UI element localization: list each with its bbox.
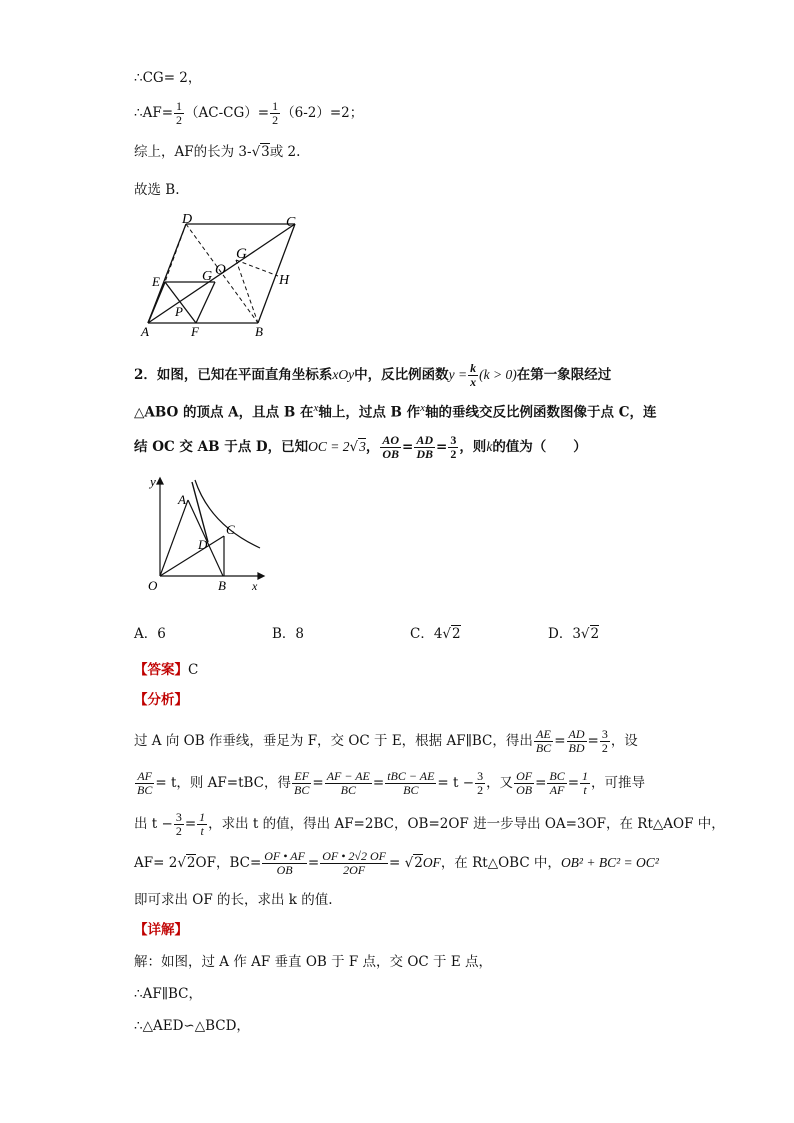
line-choice: 故选 B.	[134, 182, 180, 198]
fraction-half: $\frac{1}{2}$	[272, 99, 279, 127]
option-a: A．6	[134, 626, 166, 642]
label-a: A	[141, 324, 149, 339]
label-origin: O	[148, 578, 158, 593]
fraction-three-halves: $\frac{3}{2}$	[450, 433, 457, 461]
detail-tag: 【详解】	[134, 922, 188, 938]
label-b: B	[255, 324, 263, 339]
fraction-k-over-x: $\frac{k}{x}$	[470, 361, 477, 389]
analysis-tag: 【分析】	[134, 692, 188, 708]
label-b: B	[218, 578, 226, 593]
detail-d2: ∴AF∥BC，	[134, 986, 202, 1002]
q2-line2: △ABO 的顶点 A，且点 B 在$^x$轴上，过点 B 作$^x$轴的垂线交反比例函数图像于点 C，连	[134, 402, 657, 421]
answer-line	[134, 660, 198, 680]
label-p: P	[175, 304, 183, 319]
figure-coordinate-plane	[140, 470, 270, 595]
label-g-lower: G	[202, 269, 213, 284]
line-af-calc: ∴AF= $\frac{1}{2}$ （AC-CG）= $\frac{1}{2}$ （6-2）=2；	[134, 99, 364, 127]
analysis-p4: AF= 2√2OF，BC= $\frac{OF • AF}{OB}$ = $\frac{OF • 2√2 OF}{2OF}$ = √2OF，在 Rt△OBC 中，OB² + BC² = OC²	[134, 849, 659, 877]
fraction-half: $\frac{1}{2}$	[176, 99, 183, 127]
label-a: A	[178, 492, 186, 507]
label-c: C	[286, 215, 296, 230]
analysis-p3: 出 t − $\frac{3}{2}$ = $\frac{1}{t}$ ，求出 t 的值，得出 AF=2BC，OB=2OF 进一步导出 OA=3OF，在 Rt△AOF 中，	[134, 810, 725, 838]
analysis-p2: $\frac{AF}{BC}$ = t，则 AF=tBC，得 $\frac{EF}{BC}$ = $\frac{AF - AE}{BC}$ = $\frac{\text{tBC − AE}}{BC}$ = t − $\frac{3}{2}$ ，又 $\frac{OF}{OB}$ = $\frac{BC}{AF}$ = $\frac{1}{t}$ ，可推导	[137, 769, 646, 797]
option-b: B．8	[272, 626, 305, 642]
fraction-ad-db: $\frac{AD}{DB}$	[416, 433, 433, 461]
option-c: C．4√2	[410, 626, 461, 642]
axis-label-y: y	[150, 474, 156, 489]
answer-tag: 【答案】	[134, 662, 188, 678]
axis-label-x: x	[252, 579, 258, 593]
answer-value: C	[188, 662, 199, 678]
label-d: D	[182, 212, 193, 227]
label-c: C	[226, 522, 235, 537]
line-cg: ∴CG= 2，	[134, 70, 202, 86]
fraction-ao-ob: $\frac{AO}{OB}$	[382, 433, 400, 461]
analysis-p5: 即可求出 OF 的长，求出 k 的值.	[134, 892, 333, 908]
analysis-p1: 过 A 向 OB 作垂线，垂足为 F，交 OC 于 E，根据 AF∥BC，得出 $\frac{AE}{BC}$ = $\frac{AD}{BD}$ = $\frac{3}{2}$ ，设	[134, 727, 638, 755]
figure-parallelogram	[138, 212, 308, 344]
detail-d3: ∴△AED∽△BCD，	[134, 1018, 250, 1034]
label-e: E	[152, 274, 160, 289]
label-g-upper: G	[236, 246, 247, 262]
q2-line1: 2．如图，已知在平面直角坐标系xOy中，反比例函数y = $\frac{k}{x}$ (k > 0)在第一象限经过	[134, 361, 612, 389]
line-summary: 综上，AF的长为 3-√3或 2.	[134, 144, 301, 160]
label-f: F	[191, 324, 199, 339]
q2-line3: 结 OC 交 AB 于点 D，已知OC = 2√3， $\frac{AO}{OB}$ = $\frac{AD}{DB}$ = $\frac{3}{2}$ ，则k的值为（ ）	[134, 433, 587, 461]
detail-d1: 解：如图，过 A 作 AF 垂直 OB 于 F 点，交 OC 于 E 点，	[134, 954, 492, 970]
label-d: D	[198, 537, 208, 552]
option-d: D．3√2	[548, 626, 600, 642]
label-h: H	[279, 273, 290, 288]
label-o: O	[215, 262, 226, 278]
